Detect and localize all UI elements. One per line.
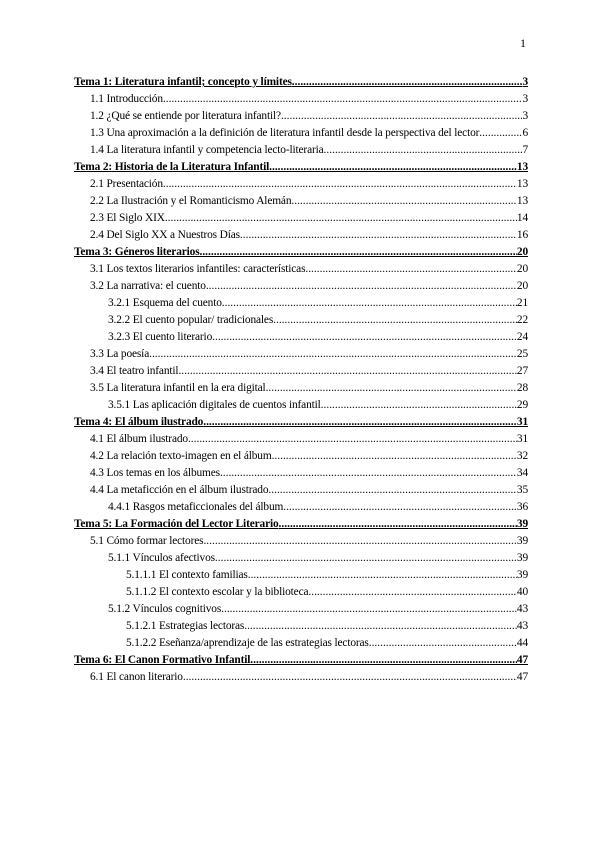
toc-entry-title: 3.4 El teatro infantil bbox=[90, 365, 179, 377]
toc-page-number: 20 bbox=[516, 246, 528, 258]
toc-entry-title: 2.1 Presentación bbox=[90, 178, 163, 190]
toc-dot-leader bbox=[479, 127, 522, 139]
toc-entry-title: 3.2 La narrativa: el cuento bbox=[90, 280, 206, 292]
toc-dot-leader bbox=[240, 229, 517, 241]
toc-chapter-entry[interactable] bbox=[74, 161, 528, 178]
toc-chapter-entry[interactable] bbox=[74, 246, 528, 263]
toc-page-number: 28 bbox=[516, 382, 528, 394]
toc-entry-title: 3.2.2 El cuento popular/ tradicionales bbox=[108, 314, 274, 326]
toc-page-number: 3 bbox=[522, 93, 528, 105]
toc-section-entry[interactable] bbox=[74, 399, 528, 416]
toc-section-entry[interactable] bbox=[74, 637, 528, 654]
toc-dot-leader bbox=[188, 433, 517, 445]
toc-dot-leader bbox=[266, 382, 517, 394]
toc-section-entry[interactable] bbox=[74, 144, 528, 161]
toc-section-entry[interactable] bbox=[74, 382, 528, 399]
toc-dot-leader bbox=[203, 416, 517, 428]
toc-entry-title: 5.1 Cómo formar lectores bbox=[90, 535, 204, 547]
toc-page-number: 31 bbox=[516, 416, 528, 428]
toc-page-number: 25 bbox=[516, 348, 528, 360]
toc-section-entry[interactable] bbox=[74, 569, 528, 586]
toc-section-entry[interactable] bbox=[74, 297, 528, 314]
toc-section-entry[interactable] bbox=[74, 348, 528, 365]
toc-entry-title: 1.1 Introducción bbox=[90, 93, 163, 105]
toc-entry-title: 2.4 Del Siglo XX a Nuestros Días bbox=[90, 229, 240, 241]
toc-dot-leader bbox=[272, 450, 517, 462]
toc-entry-title: 3.5.1 Las aplicación digitales de cuentos infantil bbox=[108, 399, 321, 411]
toc-page-number: 34 bbox=[516, 467, 528, 479]
toc-entry-title: Tema 3: Géneros literarios bbox=[74, 246, 200, 258]
toc-dot-leader bbox=[283, 501, 517, 513]
toc-section-entry[interactable] bbox=[74, 263, 528, 280]
toc-entry-title: 4.4.1 Rasgos metaficcionales del álbum bbox=[108, 501, 284, 513]
toc-dot-leader bbox=[178, 365, 516, 377]
toc-page-number: 16 bbox=[516, 229, 528, 241]
toc-dot-leader bbox=[269, 161, 517, 173]
toc-page-number: 39 bbox=[516, 552, 528, 564]
toc-section-entry[interactable] bbox=[74, 178, 528, 195]
toc-page-number: 44 bbox=[516, 637, 528, 649]
toc-entry-title: 4.2 La relación texto-imagen en el álbum bbox=[90, 450, 272, 462]
toc-page-number: 39 bbox=[516, 535, 528, 547]
toc-entry-title: 1.2 ¿Qué se entiende por literatura infantil? bbox=[90, 110, 281, 122]
toc-entry-title: 3.2.3 El cuento literario bbox=[108, 331, 213, 343]
toc-section-entry[interactable] bbox=[74, 110, 528, 127]
toc-page-number: 6 bbox=[522, 127, 528, 139]
toc-dot-leader bbox=[163, 178, 517, 190]
toc-entry-title: 5.1.1.1 El contexto familias bbox=[126, 569, 248, 581]
toc-page-number: 43 bbox=[516, 620, 528, 632]
toc-entry-title: 1.4 La literatura infantil y competencia lecto-literaria bbox=[90, 144, 324, 156]
toc-page-number: 3 bbox=[522, 76, 528, 88]
toc-section-entry[interactable] bbox=[74, 450, 528, 467]
toc-chapter-entry[interactable] bbox=[74, 518, 528, 535]
toc-section-entry[interactable] bbox=[74, 93, 528, 110]
toc-page-number: 3 bbox=[522, 110, 528, 122]
toc-section-entry[interactable] bbox=[74, 331, 528, 348]
toc-entry-title: 1.3 Una aproximación a la definición de literatura infantil desde la perspectiva del lector bbox=[90, 127, 480, 139]
toc-dot-leader bbox=[244, 620, 517, 632]
toc-entry-title: Tema 6: El Canon Formativo Infantil bbox=[74, 654, 251, 666]
table-of-contents bbox=[74, 76, 528, 688]
toc-section-entry[interactable] bbox=[74, 552, 528, 569]
toc-dot-leader bbox=[222, 297, 517, 309]
toc-page-number: 14 bbox=[516, 212, 528, 224]
toc-dot-leader bbox=[321, 399, 517, 411]
toc-page-number: 35 bbox=[516, 484, 528, 496]
toc-page-number: 31 bbox=[516, 433, 528, 445]
toc-section-entry[interactable] bbox=[74, 195, 528, 212]
toc-page-number: 32 bbox=[516, 450, 528, 462]
toc-dot-leader bbox=[250, 654, 517, 666]
toc-dot-leader bbox=[305, 263, 517, 275]
toc-section-entry[interactable] bbox=[74, 467, 528, 484]
toc-dot-leader bbox=[215, 552, 517, 564]
toc-page-number: 39 bbox=[516, 569, 528, 581]
toc-entry-title: 3.3 La poesía bbox=[90, 348, 150, 360]
toc-entry-title: Tema 5: La Formación del Lector Literario bbox=[74, 518, 279, 530]
toc-page-number: 21 bbox=[516, 297, 528, 309]
toc-section-entry[interactable] bbox=[74, 535, 528, 552]
toc-page-number: 40 bbox=[516, 586, 528, 598]
toc-page-number: 47 bbox=[516, 671, 528, 683]
toc-dot-leader bbox=[279, 518, 517, 530]
toc-dot-leader bbox=[165, 212, 517, 224]
toc-entry-title: 5.1.1.2 El contexto escolar y la biblioteca bbox=[126, 586, 309, 598]
toc-section-entry[interactable] bbox=[74, 212, 528, 229]
toc-dot-leader bbox=[220, 467, 517, 479]
toc-page-number: 7 bbox=[522, 144, 528, 156]
toc-chapter-entry[interactable] bbox=[74, 76, 528, 93]
toc-entry-title: 4.3 Los temas en los álbumes bbox=[90, 467, 220, 479]
toc-dot-leader bbox=[291, 195, 517, 207]
toc-dot-leader bbox=[163, 93, 523, 105]
toc-section-entry[interactable] bbox=[74, 127, 528, 144]
toc-section-entry[interactable] bbox=[74, 314, 528, 331]
toc-section-entry[interactable] bbox=[74, 671, 528, 688]
toc-entry-title: 4.4 La metaficción en el álbum ilustrado bbox=[90, 484, 269, 496]
toc-entry-title: Tema 2: Historia de la Literatura Infantil bbox=[74, 161, 270, 173]
toc-entry-title: 3.5 La literatura infantil en la era digital bbox=[90, 382, 266, 394]
toc-section-entry[interactable] bbox=[74, 365, 528, 382]
toc-dot-leader bbox=[324, 144, 523, 156]
toc-section-entry[interactable] bbox=[74, 280, 528, 297]
toc-page-number: 13 bbox=[516, 161, 528, 173]
toc-dot-leader bbox=[212, 331, 517, 343]
toc-entry-title: 3.1 Los textos literarios infantiles: características bbox=[90, 263, 306, 275]
toc-chapter-entry[interactable] bbox=[74, 416, 528, 433]
page-number: 1 bbox=[520, 36, 526, 50]
toc-entry-title: 6.1 El canon literario bbox=[90, 671, 183, 683]
toc-entry-title: Tema 1: Literatura infantil; concepto y límites bbox=[74, 76, 292, 88]
toc-chapter-entry[interactable] bbox=[74, 654, 528, 671]
toc-dot-leader bbox=[206, 280, 517, 292]
toc-entry-title: 5.1.2.2 Eseñanza/aprendizaje de las estrategias lectoras bbox=[126, 637, 369, 649]
toc-page-number: 47 bbox=[516, 654, 528, 666]
toc-entry-title: 3.2.1 Esquema del cuento bbox=[108, 297, 222, 309]
toc-entry-title: 2.2 La Ilustración y el Romanticismo Alemán bbox=[90, 195, 292, 207]
toc-page-number: 36 bbox=[516, 501, 528, 513]
toc-entry-title: 5.1.1 Vínculos afectivos bbox=[108, 552, 215, 564]
toc-section-entry[interactable] bbox=[74, 586, 528, 603]
toc-page-number: 20 bbox=[516, 263, 528, 275]
toc-entry-title: 5.1.2 Vínculos cognitivos bbox=[108, 603, 222, 615]
toc-page-number: 20 bbox=[516, 280, 528, 292]
toc-section-entry[interactable] bbox=[74, 484, 528, 501]
toc-page-number: 22 bbox=[516, 314, 528, 326]
toc-dot-leader bbox=[149, 348, 517, 360]
toc-page-number: 13 bbox=[516, 178, 528, 190]
toc-entry-title: 5.1.2.1 Estrategias lectoras bbox=[126, 620, 245, 632]
toc-entry-title: Tema 4: El álbum ilustrado bbox=[74, 416, 204, 428]
toc-section-entry[interactable] bbox=[74, 433, 528, 450]
toc-dot-leader bbox=[369, 637, 517, 649]
toc-dot-leader bbox=[281, 110, 523, 122]
toc-dot-leader bbox=[273, 314, 517, 326]
toc-entry-title: 4.1 El álbum ilustrado bbox=[90, 433, 188, 445]
toc-section-entry[interactable] bbox=[74, 620, 528, 637]
toc-entry-title: 2.3 El Siglo XIX bbox=[90, 212, 165, 224]
toc-dot-leader bbox=[248, 569, 517, 581]
toc-page-number: 13 bbox=[516, 195, 528, 207]
toc-page-number: 29 bbox=[516, 399, 528, 411]
toc-dot-leader bbox=[221, 603, 517, 615]
toc-page-number: 27 bbox=[516, 365, 528, 377]
toc-dot-leader bbox=[308, 586, 517, 598]
toc-page-number: 39 bbox=[516, 518, 528, 530]
toc-section-entry[interactable] bbox=[74, 603, 528, 620]
toc-dot-leader bbox=[268, 484, 517, 496]
toc-page-number: 24 bbox=[516, 331, 528, 343]
toc-page-number: 43 bbox=[516, 603, 528, 615]
toc-section-entry[interactable] bbox=[74, 229, 528, 246]
toc-section-entry[interactable] bbox=[74, 501, 528, 518]
toc-dot-leader bbox=[199, 246, 516, 258]
toc-dot-leader bbox=[292, 76, 523, 88]
toc-dot-leader bbox=[203, 535, 516, 547]
toc-dot-leader bbox=[183, 671, 517, 683]
